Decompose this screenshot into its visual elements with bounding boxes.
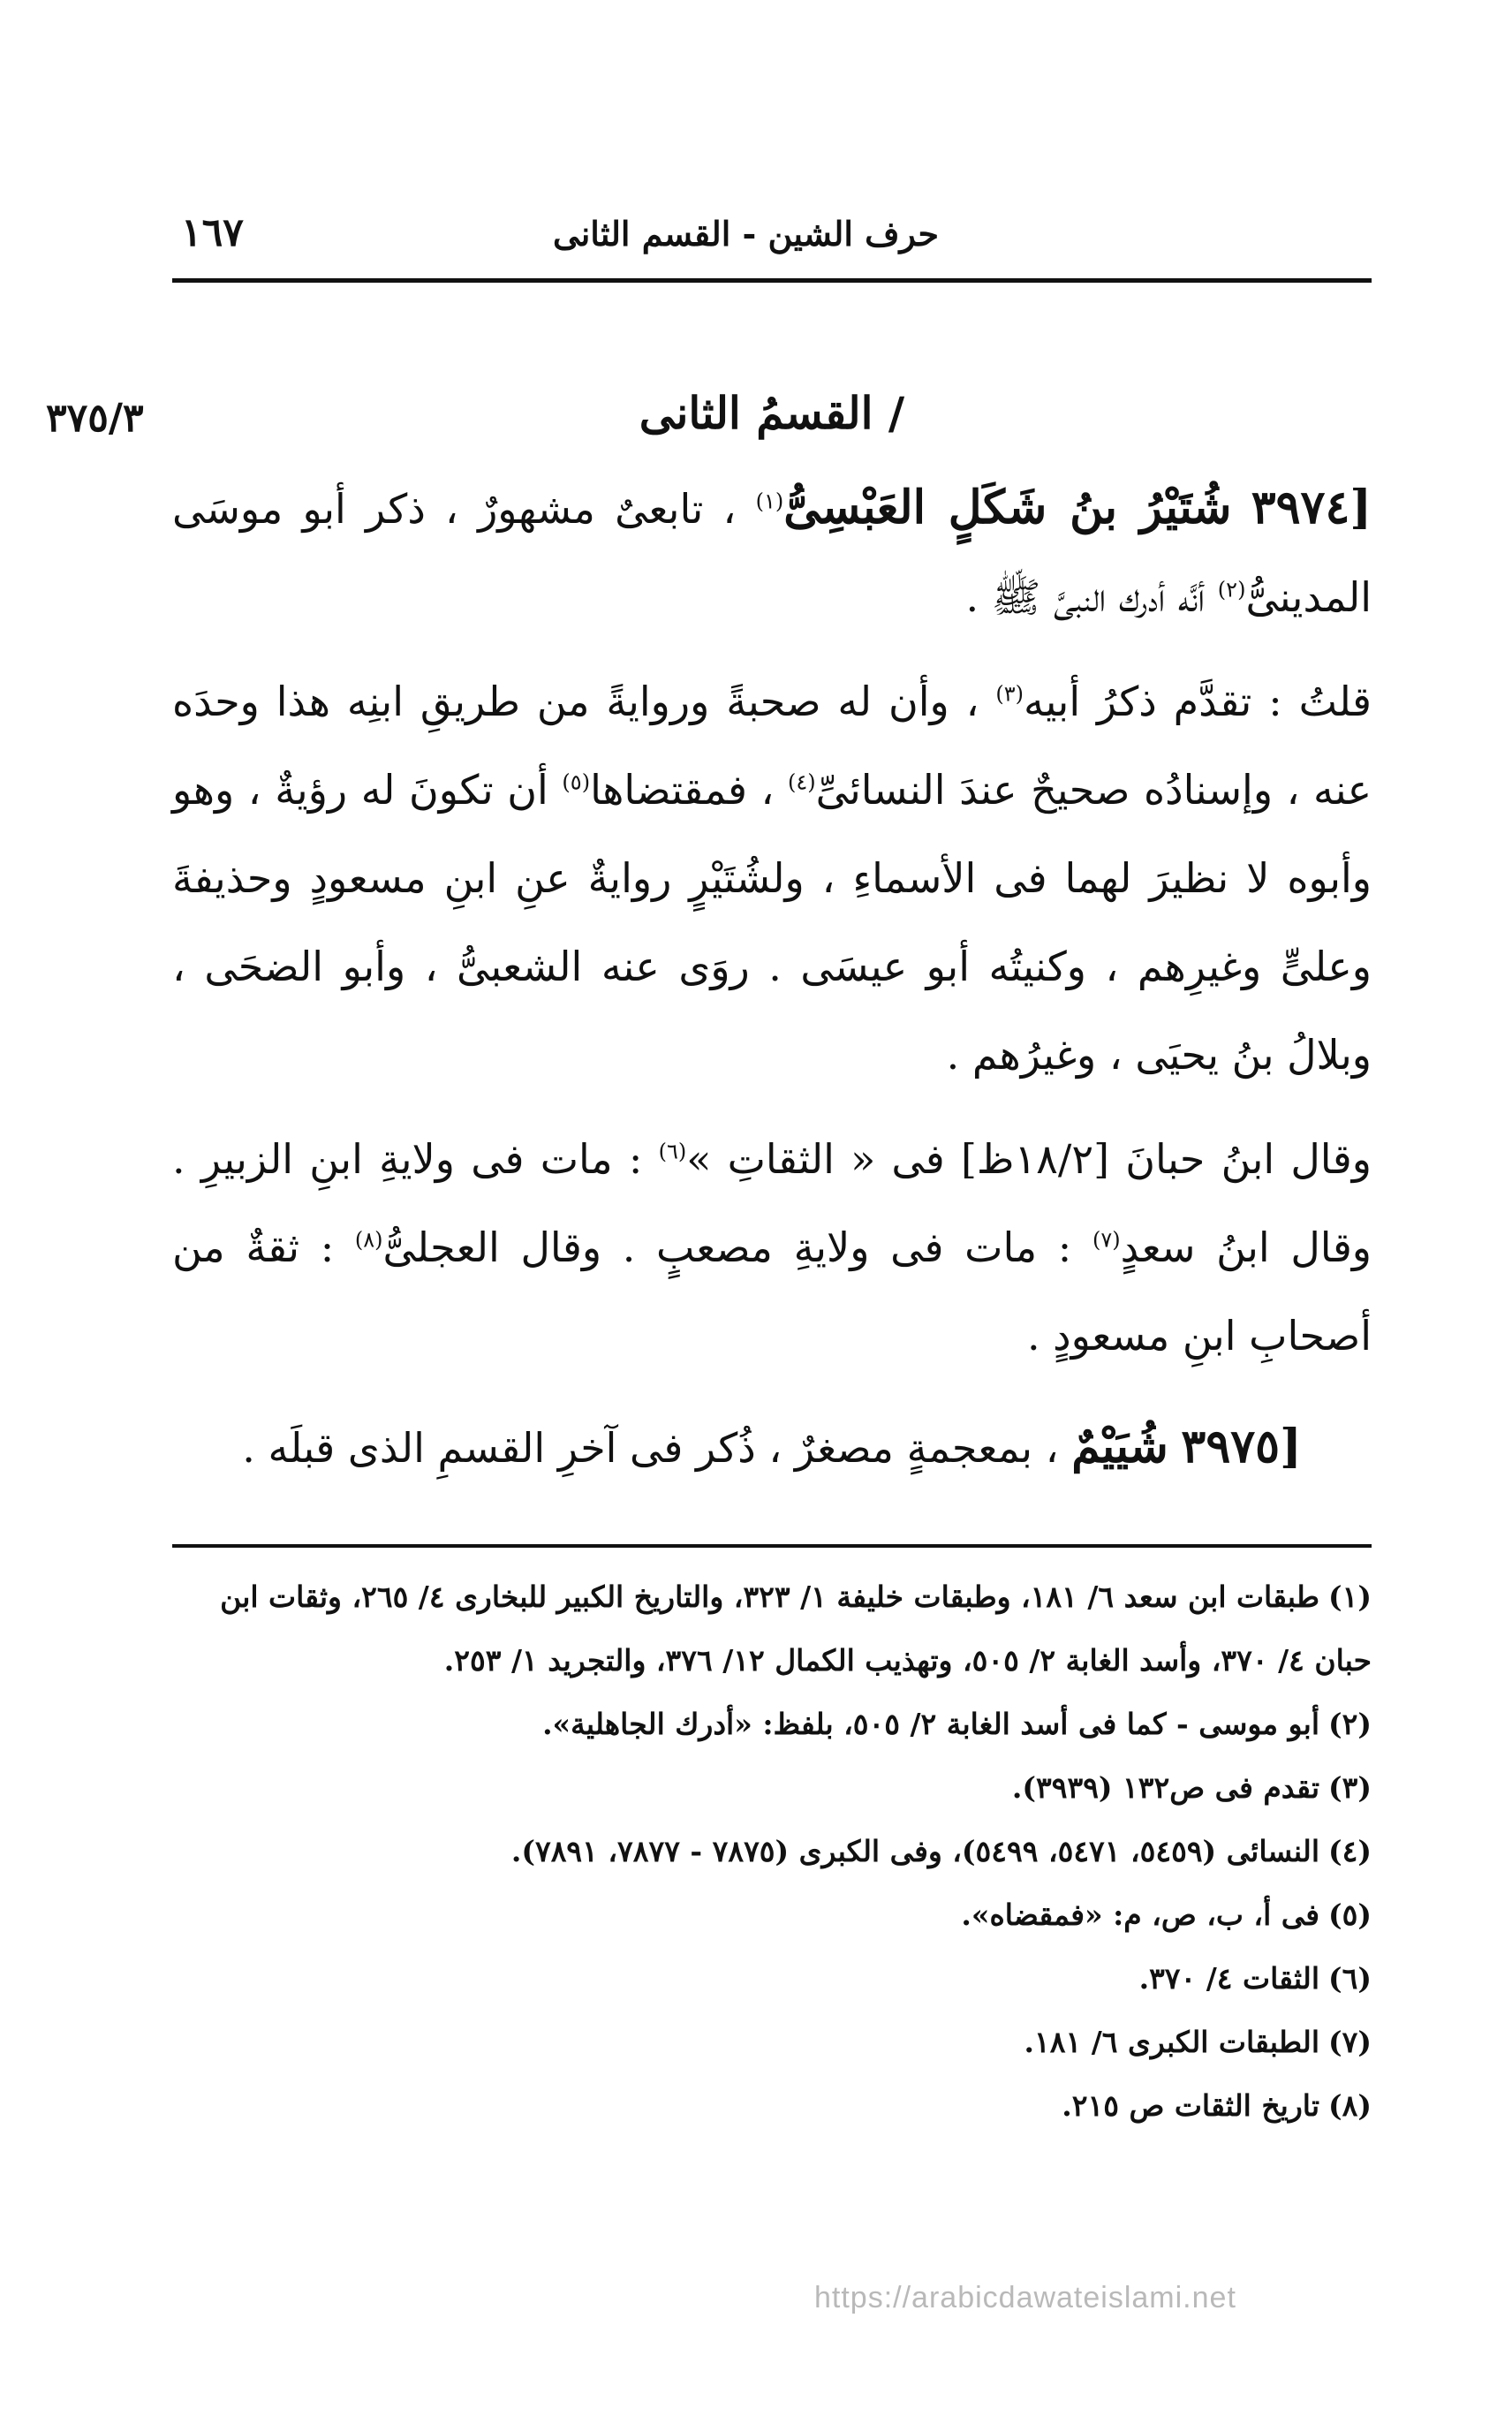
footnote bbox=[172, 1947, 1372, 2011]
header-rule bbox=[172, 278, 1372, 283]
entry-text: أنَّه أدرك النبىَّ ﷺ . bbox=[965, 573, 1206, 621]
paragraph-text: ، وأن له صحبةً وروايةً من طريقِ ابنِه هذا وحدَه عنه ، وإسنادُه صحيحٌ عندَ النسائىِّ bbox=[172, 678, 1372, 814]
entry-3975 bbox=[172, 1403, 1372, 1492]
note-ref-7: (٧) bbox=[1092, 1227, 1121, 1253]
footnote bbox=[172, 2011, 1372, 2074]
section-title: / القسمُ الثانى bbox=[639, 387, 905, 439]
footnote-text: أبو موسى - كما فى أسد الغابة ٢/ ٥٠٥، بلفظ: «أدرك الجاهلية». bbox=[542, 1707, 1320, 1741]
note-ref-2: (٢) bbox=[1217, 577, 1246, 602]
footnote-mark: (٦) bbox=[1328, 1961, 1372, 1996]
note-ref-6: (٦) bbox=[658, 1139, 687, 1164]
footnote bbox=[172, 1756, 1372, 1820]
paragraph-text: قلتُ : تقدَّم ذكرُ أبيه bbox=[1023, 678, 1372, 725]
footnote-text: تاريخ الثقات ص ٢١٥. bbox=[1062, 2088, 1320, 2123]
footnote-mark: (٧) bbox=[1328, 2025, 1372, 2059]
footnote bbox=[172, 1820, 1372, 1883]
footnote-mark: (١) bbox=[1328, 1579, 1372, 1614]
footnotes bbox=[172, 1565, 1372, 2138]
footnote-mark: (٨) bbox=[1328, 2088, 1372, 2123]
running-title: حرف الشين - القسم الثانى bbox=[553, 214, 939, 254]
footnote bbox=[172, 2074, 1372, 2138]
footnote-mark: (٢) bbox=[1328, 1707, 1372, 1741]
footnote-text: تقدم فى ص١٣٢ (٣٩٣٩). bbox=[1011, 1770, 1320, 1805]
footnote-text: النسائى (٥٤٥٩، ٥٤٧١، ٥٤٩٩)، وفى الكبرى (٧٨٧٥ - ٧٨٧٧، ٧٨٩١). bbox=[510, 1834, 1320, 1868]
note-ref-8: (٨) bbox=[354, 1227, 383, 1253]
main-text bbox=[172, 464, 1372, 1492]
paragraph-death bbox=[172, 1115, 1372, 1380]
entry-3974 bbox=[172, 464, 1372, 641]
footnote-text: الثقات ٤/ ٣٧٠. bbox=[1138, 1961, 1320, 1996]
paragraph-commentary bbox=[172, 657, 1372, 1099]
entry-number: [٣٩٧٤ bbox=[1251, 481, 1372, 534]
note-ref-3: (٣) bbox=[995, 681, 1024, 707]
paragraph-text: : مات فى ولايةِ مصعبٍ . وقال العجلىُّ bbox=[382, 1223, 1072, 1271]
entry-name: شُيَيْمٌ bbox=[1071, 1420, 1168, 1473]
footnote-mark: (٤) bbox=[1328, 1834, 1372, 1868]
watermark-url: https://arabicdawateislami.net bbox=[814, 2281, 1236, 2314]
footnote-text: فى أ، ب، ص، م: «فمقضاه». bbox=[961, 1898, 1320, 1932]
footnote-mark: (٥) bbox=[1328, 1898, 1372, 1932]
entry-text: ، تابعىٌ مشهورٌ ، ذكر أبو موسَى المدينىُّ bbox=[172, 485, 1372, 621]
paragraph-text: ، فمقتضاها bbox=[590, 766, 775, 814]
footnote-text: الطبقات الكبرى ٦/ ١٨١. bbox=[1024, 2025, 1320, 2059]
note-ref-1: (١) bbox=[755, 489, 784, 514]
footnote-rule bbox=[172, 1544, 1372, 1548]
note-ref-4: (٤) bbox=[787, 769, 816, 795]
paragraph-text: : مات فى ولايةِ ابنِ الزبيرِ . وقال ابنُ سعدٍ bbox=[172, 1135, 1372, 1271]
paragraph-text: : ثقةٌ من أصحابِ ابنِ مسعودٍ . bbox=[172, 1223, 1372, 1360]
entry-name: شُتَيْرُ بنُ شَكَلٍ العَبْسِىُّ bbox=[783, 481, 1232, 534]
footnote-text: طبقات ابن سعد ٦/ ١٨١، وطبقات خليفة ١/ ٣٢٣، والتاريخ الكبير للبخارى ٤/ ٢٦٥، وثقات ابن حبان ٤/ ٣٧٠، وأسد الغابة ٢/ ٥٠٥، وتهذيب الكمال ١٢/ ٣٧٦، والتجريد ١/ ٢٥٣. bbox=[220, 1579, 1372, 1678]
running-header bbox=[172, 210, 1372, 281]
footnote bbox=[172, 1693, 1372, 1756]
margin-reference: ٣٧٥/٣ bbox=[46, 396, 144, 441]
footnote bbox=[172, 1883, 1372, 1947]
footnote-mark: (٣) bbox=[1328, 1770, 1372, 1805]
entry-number: [٣٩٧٥ bbox=[1181, 1420, 1302, 1473]
page-number: ١٦٧ bbox=[181, 210, 244, 255]
footnote bbox=[172, 1565, 1372, 1693]
note-ref-5: (٥) bbox=[562, 769, 591, 795]
paragraph-text: أن تكونَ له رؤيةٌ ، وهو وأبوه لا نظيرَ لهما فى الأسماءِ ، ولشُتَيْرٍ روايةٌ عنِ ابنِ مسعودٍ وحذيفةَ وعلىٍّ وغيرِهم ، وكنيتُه أبو عيسَى . روَى عنه الشعبىُّ ، وأبو الضحَى ، وبلالُ بنُ يحيَى ، وغيرُهم . bbox=[172, 766, 1372, 1079]
entry-text: ، بمعجمةٍ مصغرٌ ، ذُكر فى آخرِ القسمِ الذى قبلَه . bbox=[242, 1424, 1059, 1472]
paragraph-text: وقال ابنُ حبانَ [١٨/٢ظ] فى « الثقاتِ » bbox=[686, 1135, 1372, 1183]
